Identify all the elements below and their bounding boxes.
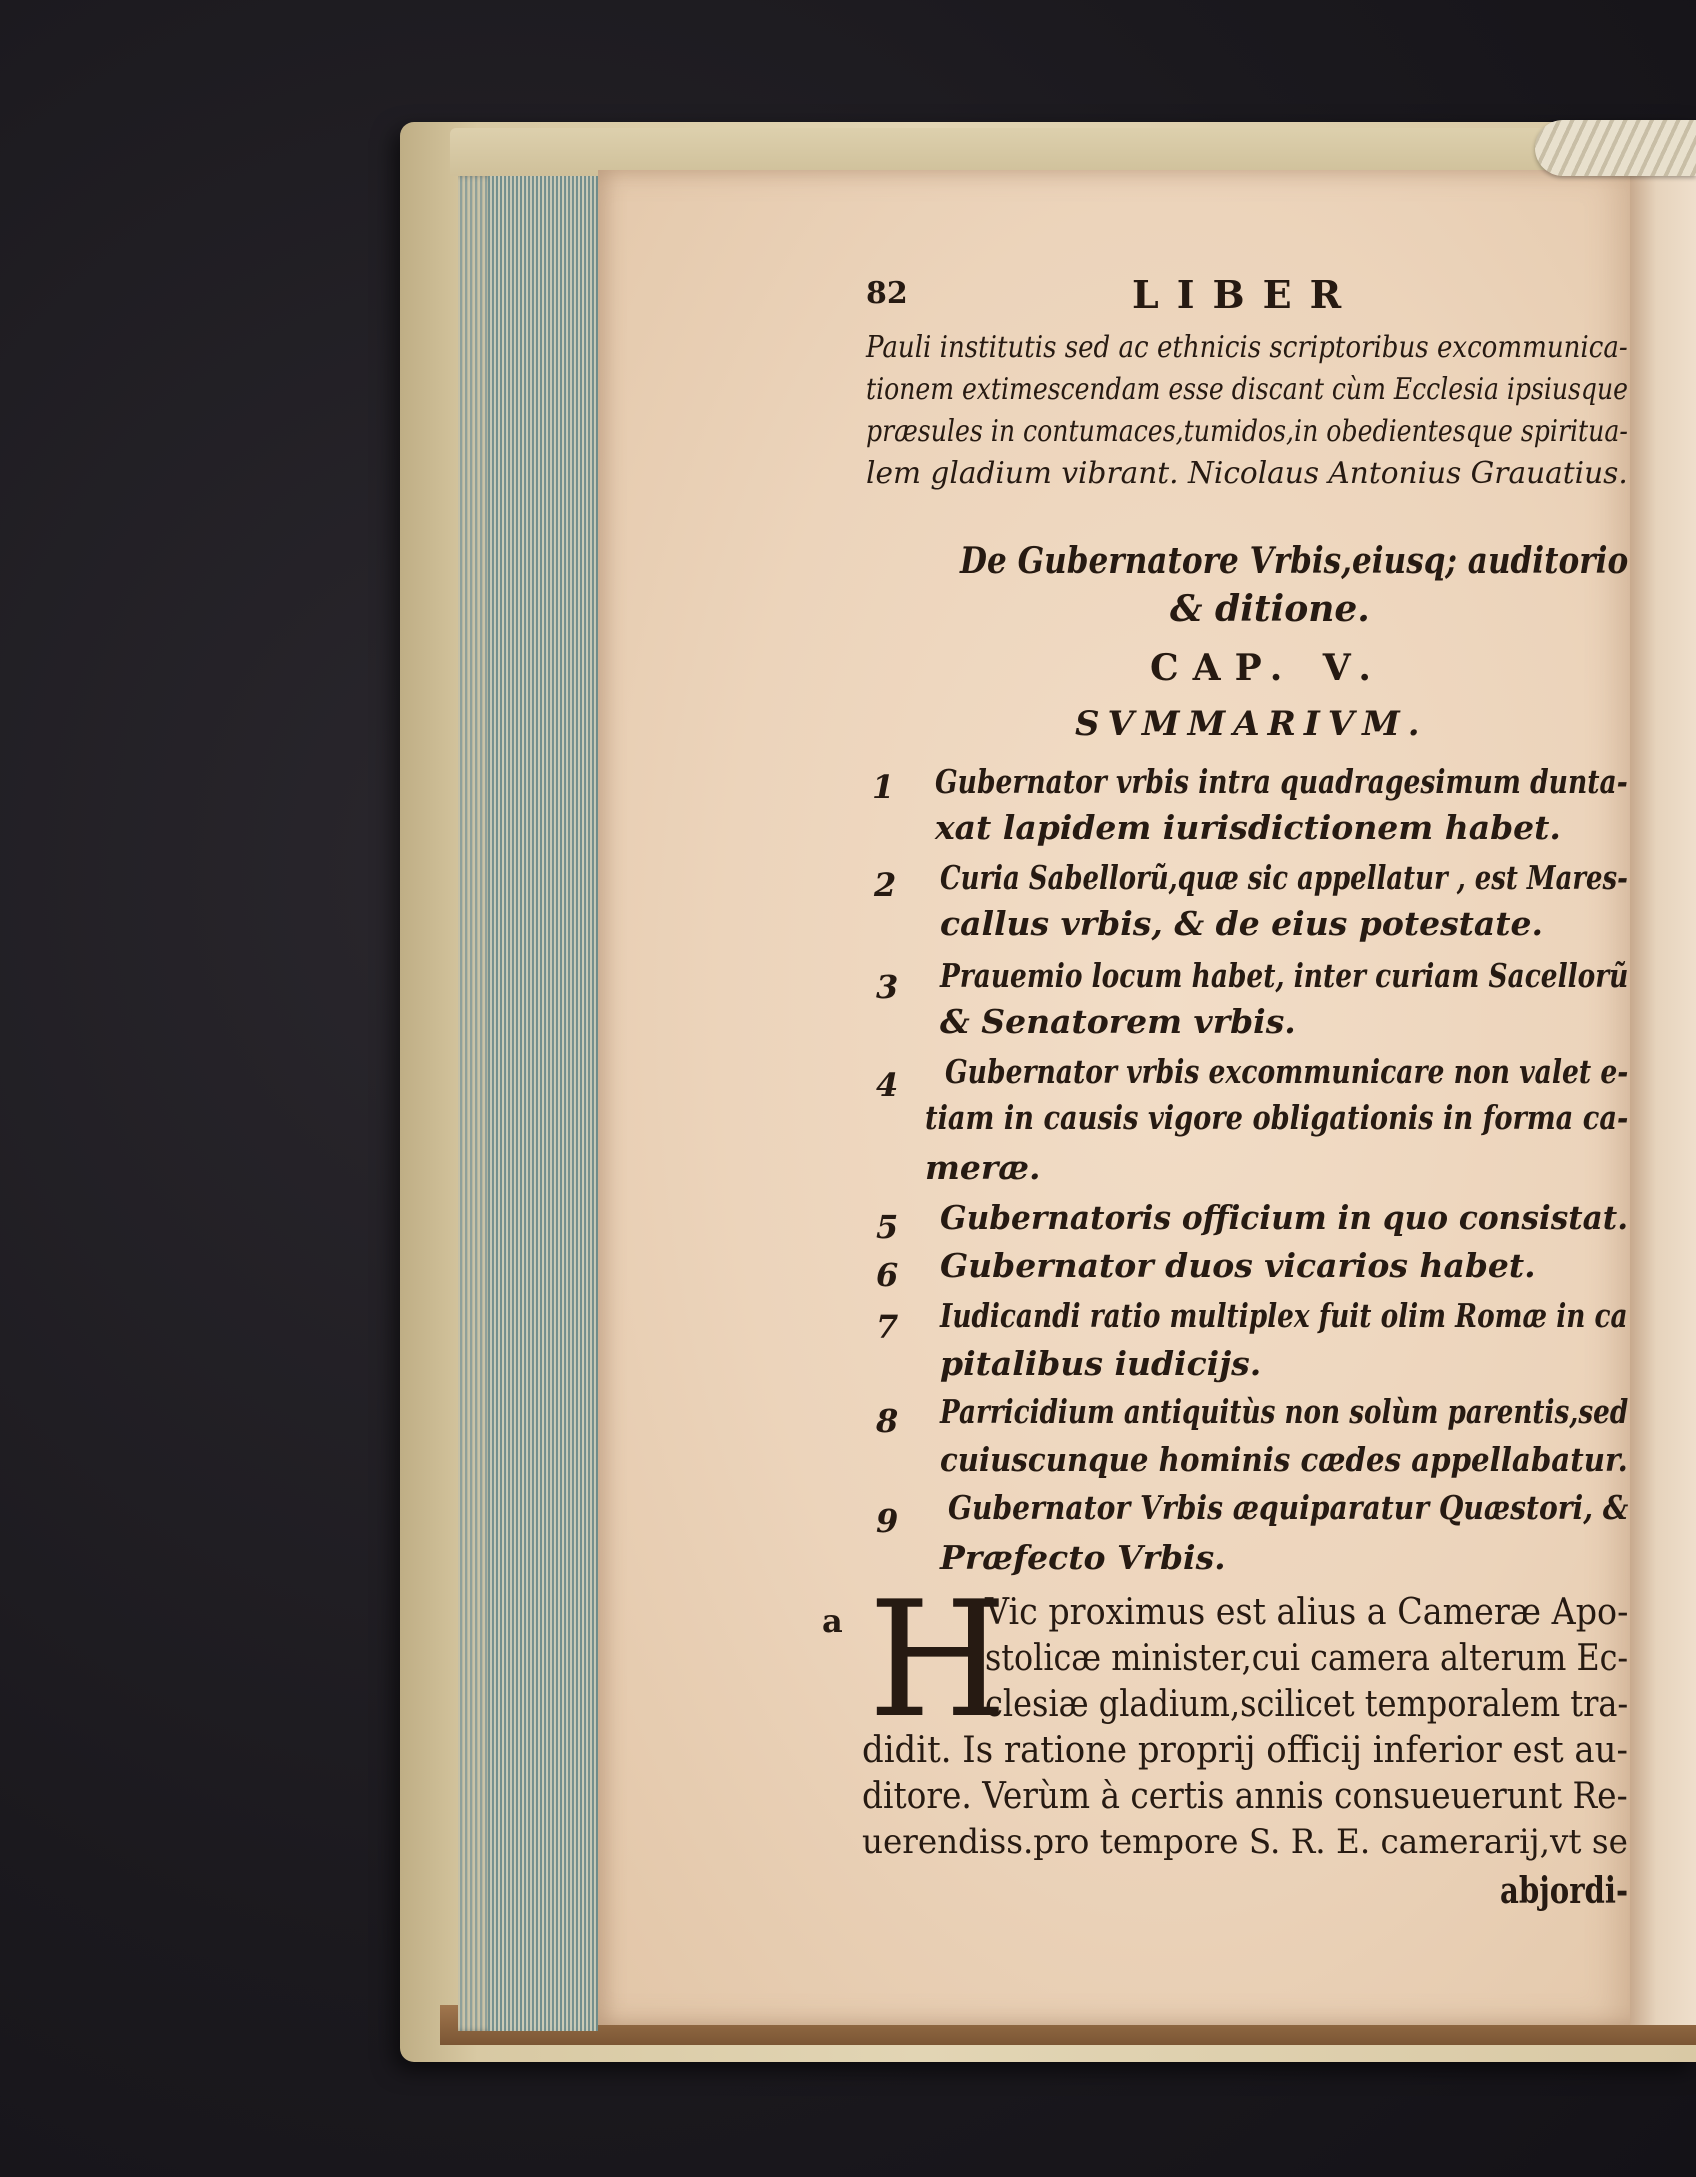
item-number: 8 — [876, 1402, 899, 1440]
page-edges-stack — [458, 176, 598, 2031]
cover-top-edge — [450, 128, 1696, 176]
body-line: uerendiss.pro tempore S. R. E. camerarij,vt se — [862, 1822, 1628, 1862]
item-number: 5 — [876, 1208, 899, 1246]
summary-item-cont: tiam in causis vigore obligationis in forma ca- — [925, 1098, 1629, 1137]
page-number: 82 — [866, 276, 908, 311]
summary-item: Iudicandi ratio multiplex fuit olim Romæ in ca — [940, 1296, 1628, 1335]
chapter-heading: De Gubernatore Vrbis,eiusq; auditorio — [960, 540, 1629, 582]
summary-item-cont: meræ. — [925, 1148, 1041, 1187]
item-number: 1 — [872, 768, 895, 806]
summary-item-cont: callus vrbis, & de eius potestate. — [940, 904, 1544, 943]
summary-item: Curia Sabellorũ,quæ sic appellatur , est Mares- — [940, 858, 1628, 897]
summarium-title: SVMMARIVM. — [1075, 704, 1428, 744]
body-line: ditore. Verùm à certis annis consueuerunt Re- — [862, 1776, 1628, 1817]
item-number: 6 — [876, 1256, 899, 1294]
item-number: 3 — [876, 968, 899, 1006]
summary-item: Gubernator duos vicarios habet. — [940, 1246, 1536, 1285]
drop-cap: H — [868, 1566, 1008, 1753]
item-number: 4 — [876, 1066, 899, 1104]
summary-item: Gubernator vrbis intra quadragesimum dunta- — [935, 762, 1628, 801]
running-head: LIBER — [1132, 272, 1360, 317]
body-line: didit. Is ratione proprij officij inferior est au- — [862, 1730, 1628, 1771]
body-line: Vic proximus est alius a Cameræ Apo- — [985, 1592, 1629, 1633]
binding-tie — [1535, 120, 1696, 176]
summary-item-cont: cuiuscunque hominis cædes appellabatur. — [940, 1440, 1628, 1479]
item-number: 9 — [876, 1502, 899, 1540]
intro-line: lem gladium vibrant. Nicolaus Antonius Grauatius. — [866, 456, 1628, 491]
summary-item: Gubernatoris officium in quo consistat. — [940, 1198, 1629, 1237]
body-line: stolicæ minister,cui camera alterum Ec- — [985, 1638, 1629, 1679]
page-gutter — [1630, 170, 1696, 2025]
summary-item: Parricidium antiquitùs non solùm parentis,sed — [940, 1392, 1629, 1431]
margin-letter: a — [822, 1602, 843, 1640]
intro-line: tionem extimescendam esse discant cùm Ecclesia ipsiusque — [866, 372, 1628, 407]
intro-line: Pauli institutis sed ac ethnicis scriptoribus excommunica- — [866, 330, 1628, 365]
summary-item-cont: xat lapidem iurisdictionem habet. — [935, 808, 1561, 847]
intro-line: præsules in contumaces,tumidos,in obedientesque spiritua- — [866, 414, 1628, 449]
item-number: 2 — [874, 866, 897, 904]
item-number: 7 — [876, 1308, 899, 1346]
body-line: clesiæ gladium,scilicet temporalem tra- — [985, 1684, 1629, 1725]
chapter-heading-cont: & ditione. — [1170, 588, 1370, 630]
summary-item: Gubernator Vrbis æquiparatur Quæstori, & — [948, 1488, 1629, 1527]
chapter-number: CAP. V. — [1150, 647, 1385, 689]
summary-item-cont: Præfecto Vrbis. — [940, 1538, 1226, 1577]
summary-item: Gubernator vrbis excommunicare non valet e- — [945, 1052, 1629, 1091]
catchword: abjordi- — [1500, 1870, 1629, 1912]
summary-item: Prauemio locum habet, inter curiam Sacellorũ — [940, 956, 1629, 995]
summary-item-cont: pitalibus iudicijs. — [940, 1344, 1262, 1383]
summary-item-cont: & Senatorem vrbis. — [940, 1002, 1296, 1041]
